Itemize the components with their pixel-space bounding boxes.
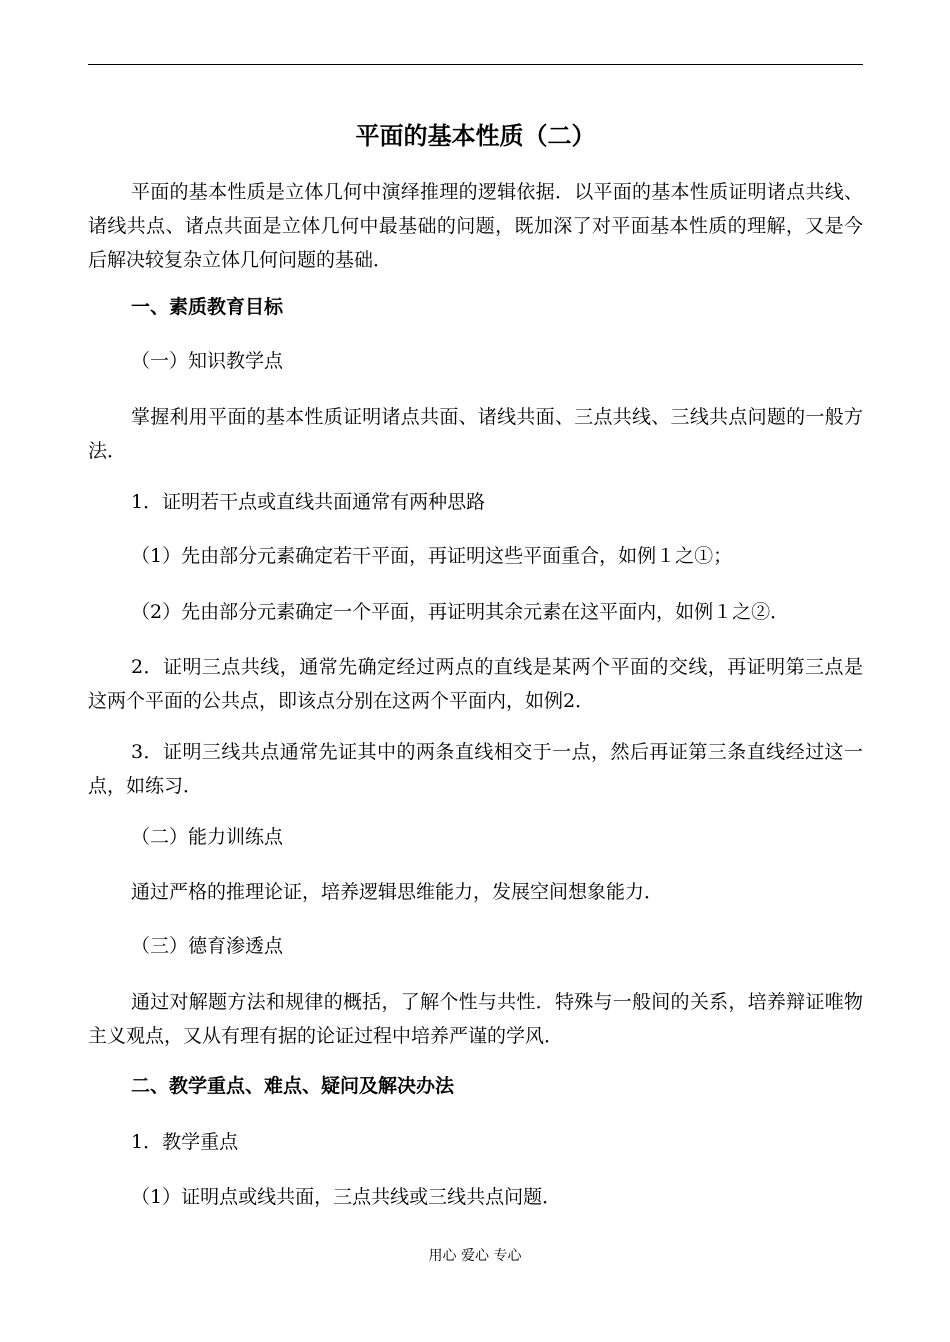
teaching-focus-item-1: （1）证明点或线共面，三点共线或三线共点问题． [131, 1186, 562, 1208]
list-item-1a: （1）先由部分元素确定若干平面，再证明这些平面重合，如例１之①； [131, 545, 733, 567]
header-rule [88, 64, 863, 65]
page-footer: 用心 爱心 专心 [428, 1248, 522, 1264]
intro-paragraph: 平面的基本性质是立体几何中演绎推理的逻辑依据．以平面的基本性质证明诸点共线、诸线共点、诸点共面是立体几何中最基础的问题，既加深了对平面基本性质的理解，又是今后解决较复杂立体几何问题的基础． [88, 181, 863, 271]
document-title: 平面的基本性质（二） [355, 122, 596, 150]
section2-heading: 二、教学重点、难点、疑问及解决办法 [131, 1075, 455, 1097]
list-item-1b: （2）先由部分元素确定一个平面，再证明其余元素在这平面内，如例１之②． [131, 601, 790, 623]
teaching-focus-item: 1．教学重点 [131, 1131, 239, 1153]
subsection-ability: （二）能力训练点 [131, 826, 284, 848]
subsection-moral: （三）德育渗透点 [131, 935, 284, 957]
list-item-2: 2．证明三点共线，通常先确定经过两点的直线是某两个平面的交线，再证明第三点是这两个平面的公共点，即该点分别在这两个平面内，如例2． [88, 656, 863, 712]
section1-heading: 一、素质教育目标 [131, 296, 284, 318]
ability-paragraph: 通过严格的推理论证，培养逻辑思维能力，发展空间想象能力． [131, 881, 664, 903]
knowledge-paragraph: 掌握利用平面的基本性质证明诸点共面、诸线共面、三点共线、三线共点问题的一般方法． [88, 406, 863, 462]
list-item-3: 3．证明三线共点通常先证其中的两条直线相交于一点，然后再证第三条直线经过这一点，如练习． [88, 741, 863, 797]
subsection-knowledge: （一）知识教学点 [131, 350, 284, 372]
moral-paragraph: 通过对解题方法和规律的概括，了解个性与共性．特殊与一般间的关系，培养辩证唯物主义观点，又从有理有据的论证过程中培养严谨的学风． [88, 991, 863, 1047]
list-item-1: 1．证明若干点或直线共面通常有两种思路 [131, 491, 486, 513]
